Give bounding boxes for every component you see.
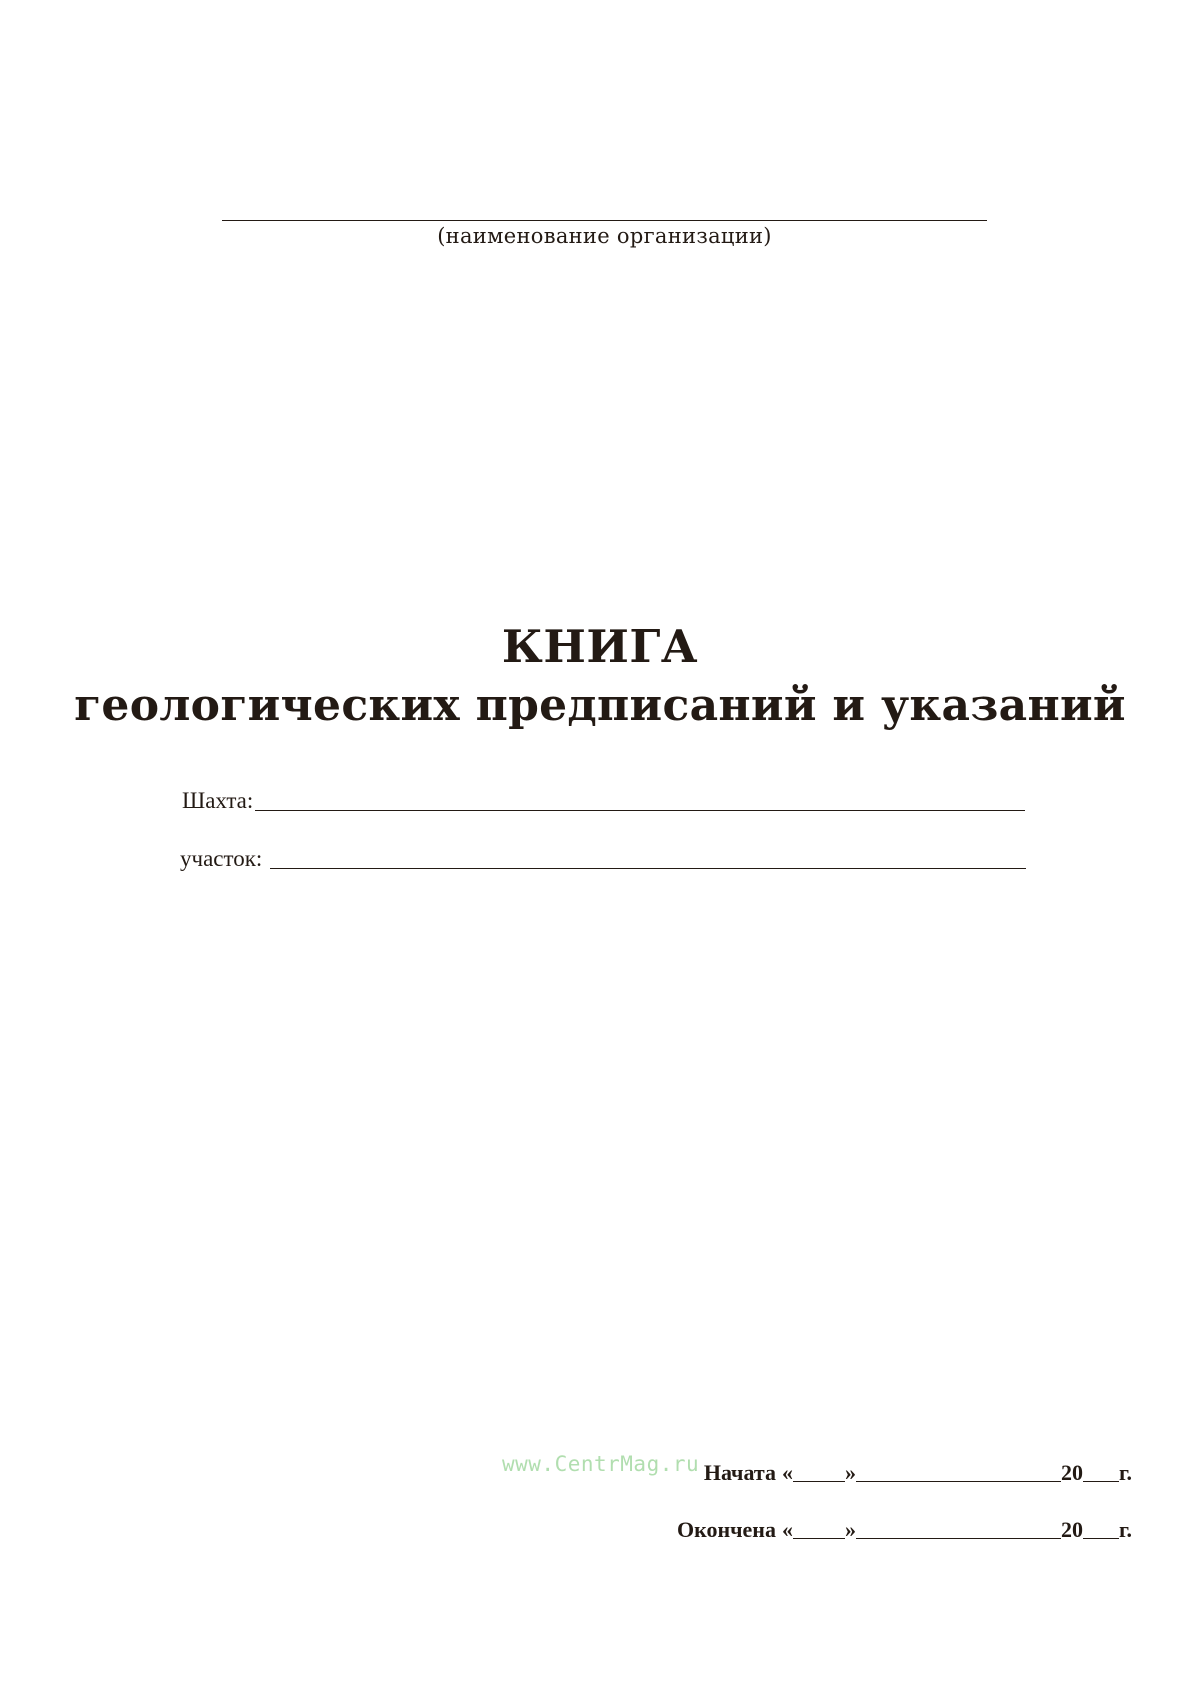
watermark-text: www.CentrMag.ru xyxy=(502,1452,700,1476)
century-text: 20 xyxy=(1060,1460,1083,1485)
ended-day-blank[interactable] xyxy=(793,1538,845,1539)
close-quote: » xyxy=(844,1460,856,1485)
book-title: КНИГА xyxy=(501,620,699,673)
ended-month-blank[interactable] xyxy=(856,1538,1061,1539)
started-year-blank[interactable] xyxy=(1083,1481,1119,1482)
section-field xyxy=(180,846,1026,872)
century-text: 20 xyxy=(1060,1517,1083,1542)
close-quote: » xyxy=(844,1517,856,1542)
ended-label: Окончена xyxy=(676,1517,776,1542)
mine-field xyxy=(182,788,1025,814)
organization-caption: (наименование организации) xyxy=(437,224,772,248)
started-date-row xyxy=(704,1460,1132,1486)
open-quote: « xyxy=(781,1517,793,1542)
year-suffix: г. xyxy=(1118,1460,1132,1485)
ended-date-row xyxy=(677,1517,1132,1543)
mine-fill-line[interactable] xyxy=(255,810,1025,811)
ended-year-blank[interactable] xyxy=(1083,1538,1119,1539)
section-fill-line[interactable] xyxy=(270,868,1026,869)
organization-name-line[interactable] xyxy=(222,220,987,221)
started-label: Начата xyxy=(703,1460,776,1485)
year-suffix: г. xyxy=(1118,1517,1132,1542)
started-month-blank[interactable] xyxy=(856,1481,1061,1482)
open-quote: « xyxy=(781,1460,793,1485)
book-subtitle: геологических предписаний и указаний xyxy=(74,680,1126,731)
mine-label: Шахта: xyxy=(182,788,254,813)
started-day-blank[interactable] xyxy=(793,1481,845,1482)
section-label: участок: xyxy=(180,846,263,871)
